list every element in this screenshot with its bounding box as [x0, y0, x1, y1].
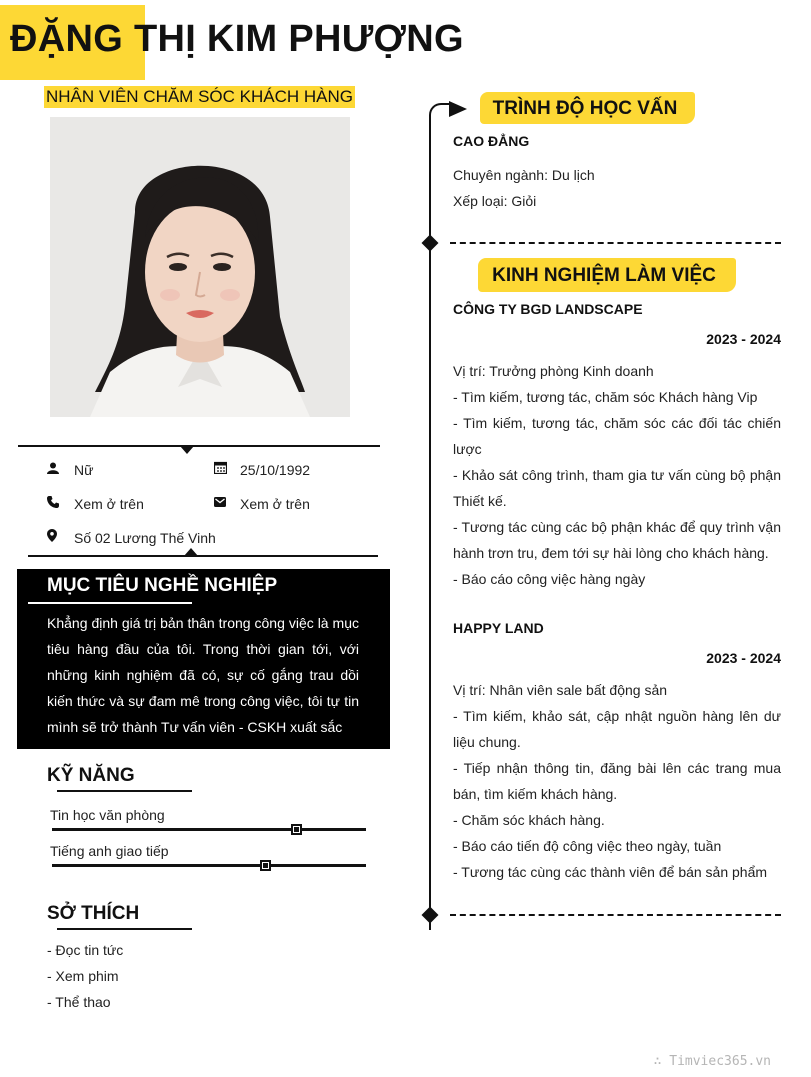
watermark-icon: ∴: [653, 1054, 670, 1069]
dashed-divider: [450, 242, 781, 244]
timeline-arrow-icon: [449, 101, 467, 117]
skill-label: Tin học văn phòng: [50, 807, 165, 823]
job-duty: - Báo cáo tiến độ công việc theo ngày, tuần: [453, 838, 722, 854]
job-company: CÔNG TY BGD LANDSCAPE: [453, 301, 643, 317]
skill-bar: [52, 864, 366, 867]
job-duty: - Tiếp nhận thông tin, đăng bài lên các trang mua bán, tìm kiếm khách hàng.: [453, 760, 781, 802]
hobbies-title: SỞ THÍCH: [47, 903, 140, 924]
job-duty: - Khảo sát công trình, tham gia tư vấn cùng bộ phận Thiết kế.: [453, 467, 781, 509]
dashed-divider: [450, 914, 781, 916]
job-details: [453, 358, 781, 592]
education-level: CAO ĐẲNG: [453, 133, 530, 149]
timeline-diamond: [422, 907, 439, 924]
timeline-diamond: [422, 235, 439, 252]
hobby-item: - Thể thao: [47, 994, 111, 1010]
education-title: TRÌNH ĐỘ HỌC VẤN: [492, 98, 678, 119]
profile-photo: [50, 117, 350, 417]
address-value: Số 02 Lương Thế Vinh: [74, 530, 216, 546]
email-icon: [214, 495, 228, 509]
hobbies-underline: [57, 928, 192, 930]
job-duty: - Tìm kiếm, khảo sát, cập nhật nguồn hàng lên dư liệu chung.: [453, 708, 781, 750]
skills-title: KỸ NĂNG: [47, 765, 135, 786]
watermark-text: Timviec365.vn: [669, 1054, 771, 1069]
skill-label: Tiếng anh giao tiếp: [50, 843, 169, 859]
hobby-item: - Xem phim: [47, 968, 119, 984]
divider-bottom: [28, 555, 378, 557]
user-icon: [47, 461, 61, 475]
phone-value: Xem ở trên: [74, 496, 144, 512]
skill-bar: [52, 828, 366, 831]
timeline-curve: [429, 103, 451, 121]
divider-pointer-down: [180, 446, 194, 454]
experience-title: KINH NGHIỆM LÀM VIỆC: [492, 265, 716, 286]
calendar-icon: [214, 461, 228, 475]
gender-value: Nữ: [74, 462, 94, 478]
skill-level-marker: [291, 824, 302, 835]
objective-text: Khẳng định giá trị bản thân trong công việc là mục tiêu hàng đầu của tôi. Trong thời gian tới, với những kinh nghiệm đã có, sự cố gắng trau dồi kiến thức và sự đam mê trong công việc, tôi tự tin mình sẽ trở thành Tư vấn viên - CSKH xuất sắc: [47, 615, 359, 735]
education-major: Chuyên ngành: Du lịch: [453, 167, 595, 183]
job-duty: - Tương tác cùng các thành viên để bán sản phẩm: [453, 864, 768, 880]
divider-top: [18, 445, 380, 447]
location-pin-icon: [47, 529, 61, 543]
job-duty: - Tương tác cùng các bộ phận khác để quy trình vận hành trơn tru, đem tới sự hài lòng cho khách hàng.: [453, 519, 781, 561]
job-period: 2023 - 2024: [706, 650, 781, 666]
objective-title: MỤC TIÊU NGHỀ NGHIỆP: [47, 575, 278, 596]
phone-icon: [47, 495, 61, 509]
job-company: HAPPY LAND: [453, 620, 544, 636]
candidate-name: ĐẶNG THỊ KIM PHƯỢNG: [10, 18, 464, 60]
job-period: 2023 - 2024: [706, 331, 781, 347]
job-position: Vị trí: Trưởng phòng Kinh doanh: [453, 363, 654, 379]
objective-underline: [28, 602, 192, 604]
job-title: NHÂN VIÊN CHĂM SÓC KHÁCH HÀNG: [46, 87, 353, 106]
education-rank: Xếp loại: Giỏi: [453, 193, 537, 209]
birthday-value: 25/10/1992: [240, 462, 311, 478]
hobby-item: - Đọc tin tức: [47, 942, 124, 958]
job-duty: - Tìm kiếm, tương tác, chăm sóc các đối tác chiến lược: [453, 415, 781, 457]
job-duty: - Chăm sóc khách hàng.: [453, 812, 605, 828]
job-duty: - Tìm kiếm, tương tác, chăm sóc Khách hàng Vip: [453, 389, 758, 405]
skills-underline: [57, 790, 192, 792]
job-duty: - Báo cáo công việc hàng ngày: [453, 571, 646, 587]
email-value: Xem ở trên: [240, 496, 310, 512]
job-details: [453, 677, 781, 885]
watermark: [654, 1054, 771, 1069]
skill-level-marker: [260, 860, 271, 871]
job-position: Vị trí: Nhân viên sale bất động sản: [453, 682, 668, 698]
